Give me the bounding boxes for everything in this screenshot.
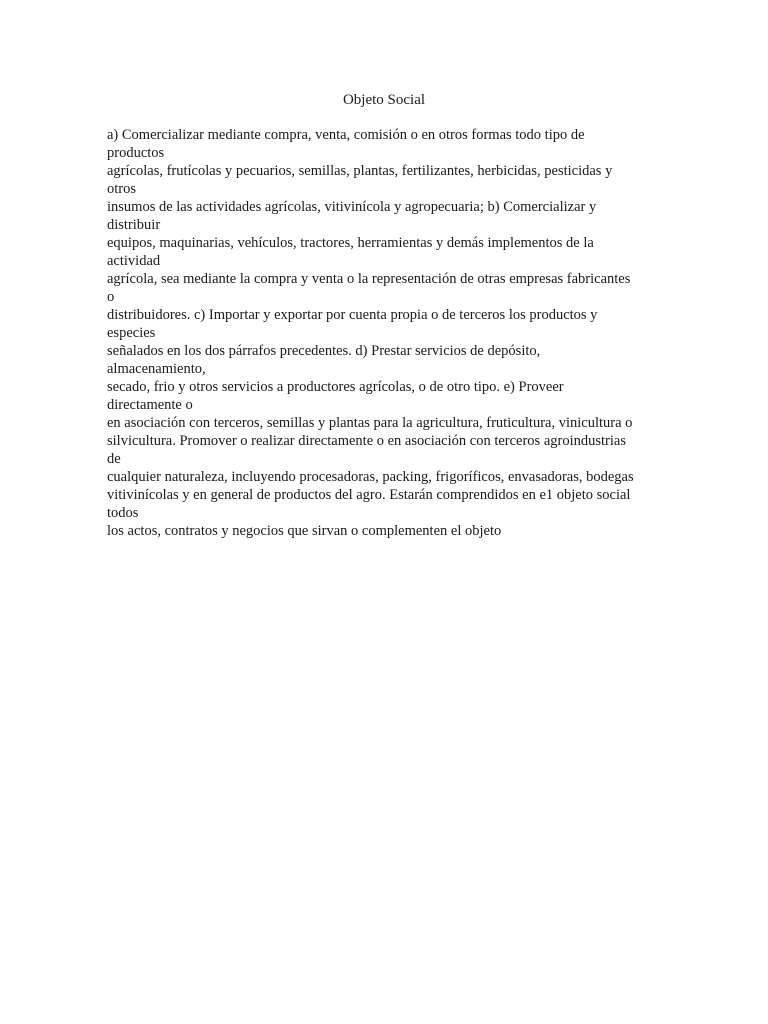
text-line: especies <box>107 325 156 341</box>
text-line: otros <box>107 181 136 197</box>
text-line: secado, frio y otros servicios a productores agrícolas, o de otro tipo. e) Proveer <box>107 379 564 395</box>
text-line: a) Comercializar mediante compra, venta, comisión o en otros formas todo tipo de <box>107 127 585 143</box>
text-line: silvicultura. Promover o realizar directamente o en asociación con terceros agroindustrias <box>107 433 626 449</box>
text-line: distribuir <box>107 217 161 233</box>
text-line: cualquier naturaleza, incluyendo procesadoras, packing, frigoríficos, envasadoras, bodegas <box>107 469 634 485</box>
text-line: actividad <box>107 253 161 269</box>
text-line: directamente o <box>107 397 193 413</box>
text-line: equipos, maquinarias, vehículos, tractores, herramientas y demás implementos de la <box>107 235 594 251</box>
text-line: los actos, contratos y negocios que sirvan o complementen el objeto <box>107 523 502 539</box>
text-line: o <box>107 289 115 305</box>
document-body <box>107 126 667 540</box>
text-line: insumos de las actividades agrícolas, vitivinícola y agropecuaria; b) Comercializar y <box>107 199 597 215</box>
text-line: agrícola, sea mediante la compra y venta o la representación de otras empresas fabricantes <box>107 271 631 287</box>
text-line: todos <box>107 505 139 521</box>
text-line: almacenamiento, <box>107 361 206 377</box>
text-line: agrícolas, frutícolas y pecuarios, semillas, plantas, fertilizantes, herbicidas, pesticidas y <box>107 163 613 179</box>
text-line: distribuidores. c) Importar y exportar por cuenta propia o de terceros los productos y <box>107 307 598 323</box>
text-line: en asociación con terceros, semillas y plantas para la agricultura, fruticultura, vinicultura o <box>107 415 633 431</box>
text-line: de <box>107 451 121 467</box>
document-title: Objeto Social <box>342 92 426 108</box>
text-line: señalados en los dos párrafos precedentes. d) Prestar servicios de depósito, <box>107 343 541 359</box>
text-line: productos <box>107 145 165 161</box>
text-line: vitivinícolas y en general de productos del agro. Estarán comprendidos en e1 objeto social <box>107 487 631 503</box>
